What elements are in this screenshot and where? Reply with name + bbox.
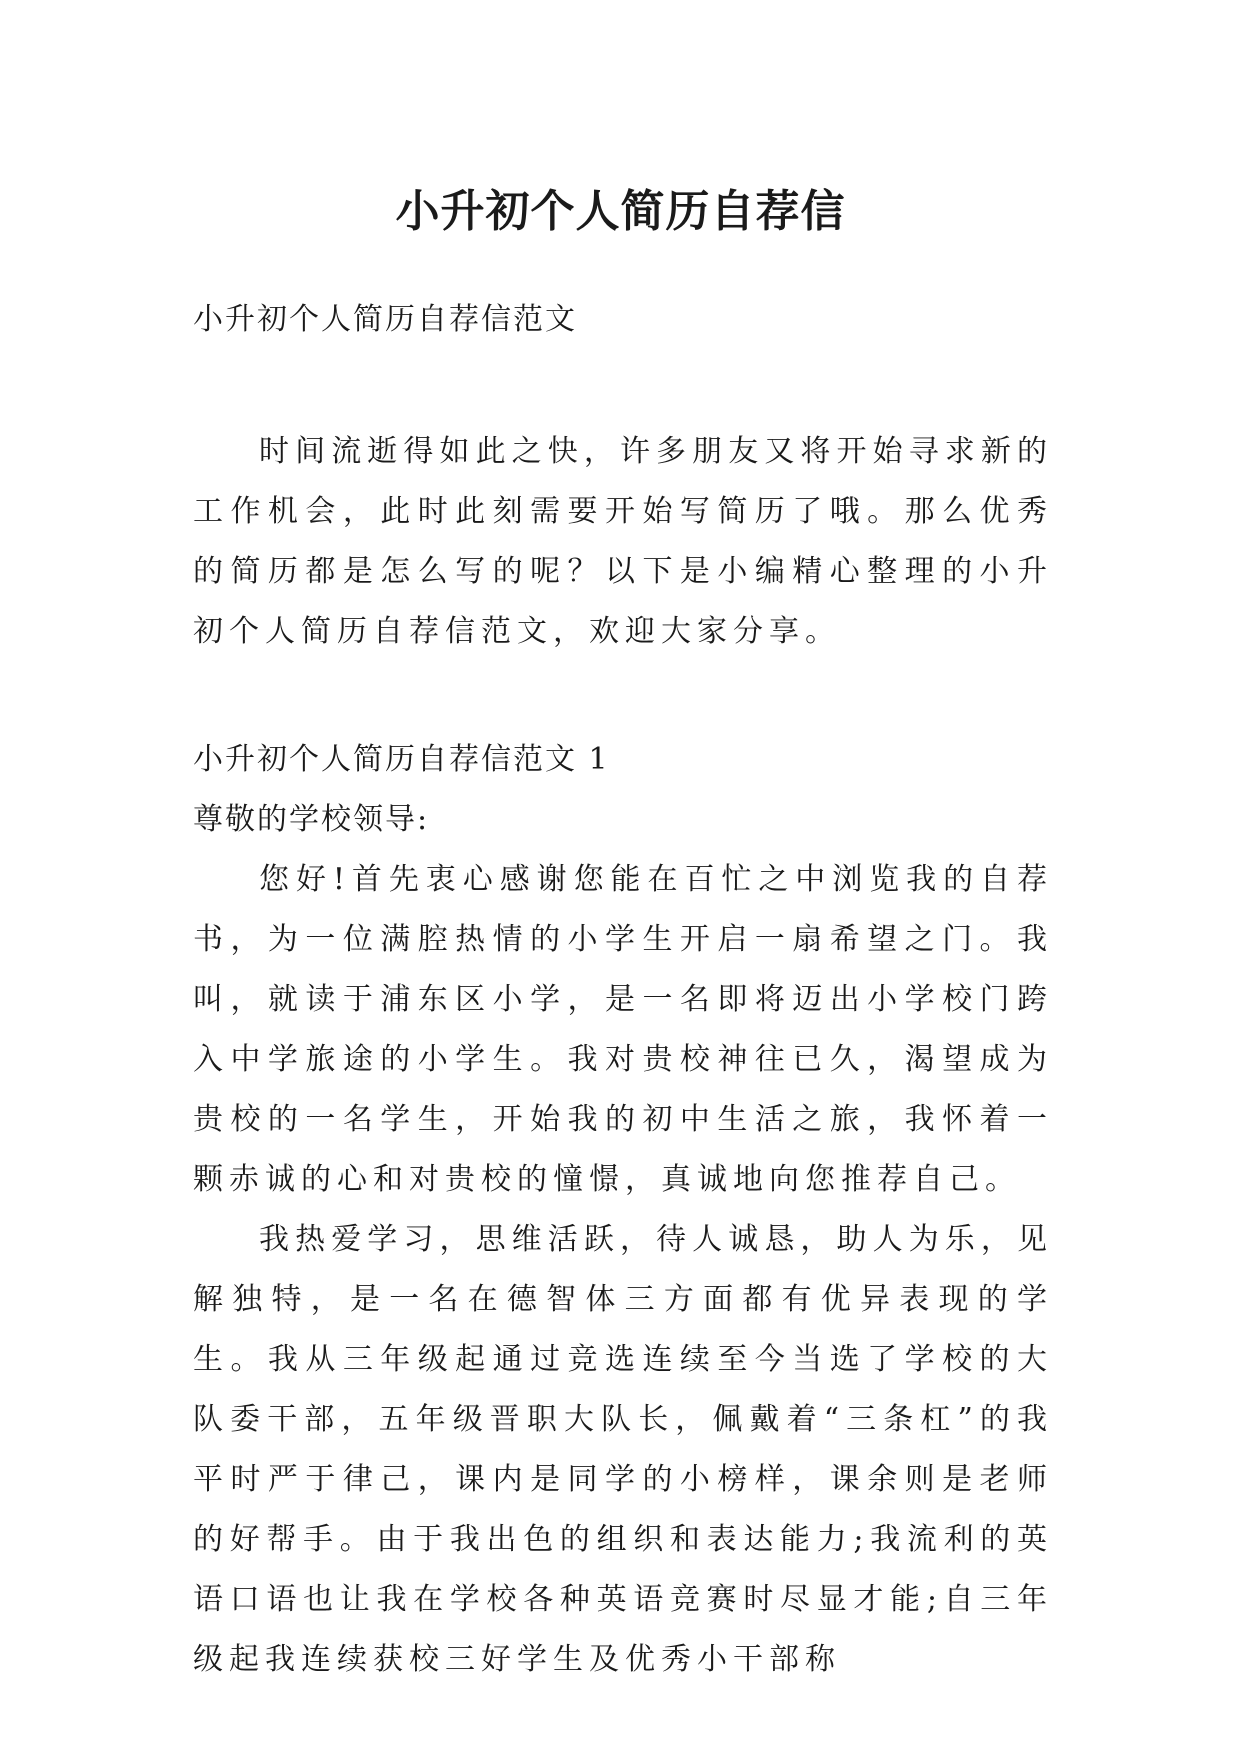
body-paragraph-1: 您好!首先衷心感谢您能在百忙之中浏览我的自荐书，为一位满腔热情的小学生开启一扇希望之门。我叫，就读于浦东区小学，是一名即将迈出小学校门跨入中学旅途的小学生。我对贵校神往已久，渴望成为贵校的一名学生，开始我的初中生活之旅，我怀着一颗赤诚的心和对贵校的憧憬，真诚地向您推荐自己。 — [193, 862, 1053, 1197]
document-body — [193, 290, 1053, 1690]
salutation: 尊敬的学校领导: — [193, 802, 430, 837]
spacer — [193, 662, 1053, 730]
body-paragraph-2: 我热爱学习，思维活跃，待人诚恳，助人为乐，见解独特，是一名在德智体三方面都有优异表现的学生。我从三年级起通过竞选连续至今当选了学校的大队委干部，五年级晋职大队长，佩戴着“三条杠”的我平时严于律己，课内是同学的小榜样，课余则是老师的好帮手。由于我出色的组织和表达能力;我流利的英语口语也让我在学校各种英语竞赛时尽显才能;自三年级起我连续获校三好学生及优秀小干部称 — [193, 1222, 1053, 1677]
document-subtitle: 小升初个人简历自荐信范文 — [193, 302, 577, 337]
section-heading: 小升初个人简历自荐信范文 1 — [193, 742, 610, 777]
spacer — [193, 350, 1053, 422]
document-title: 小升初个人简历自荐信 — [395, 186, 846, 238]
intro-paragraph: 时间流逝得如此之快，许多朋友又将开始寻求新的工作机会，此时此刻需要开始写简历了哦。那么优秀的简历都是怎么写的呢？以下是小编精心整理的小升初个人简历自荐信范文，欢迎大家分享。 — [193, 434, 1053, 649]
